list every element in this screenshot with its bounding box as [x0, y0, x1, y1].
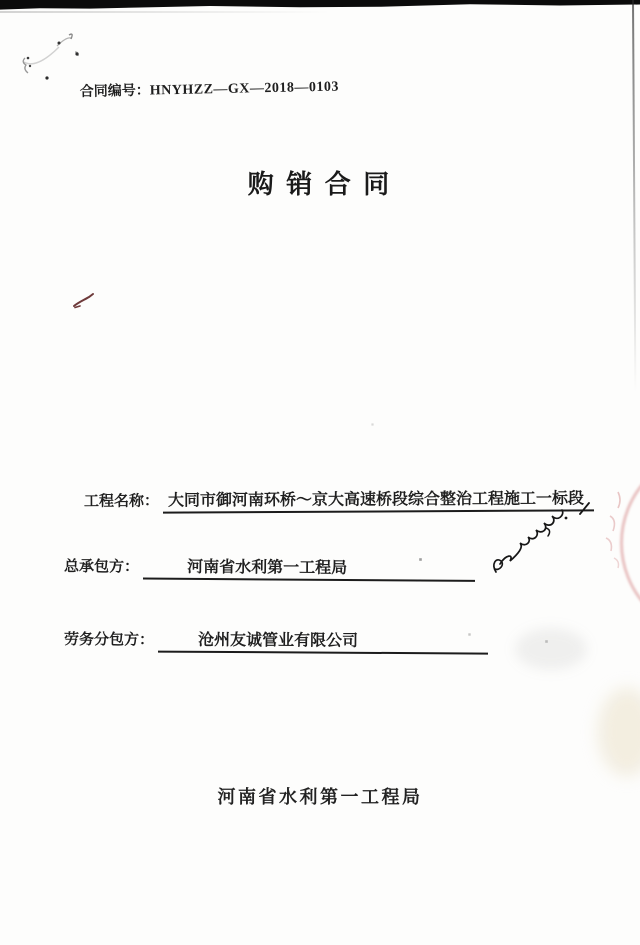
red-check-mark-icon: [72, 292, 96, 312]
labor-subcontractor-label: 劳务分包方：: [64, 631, 155, 649]
project-name-value: 大同市御河南环桥～京大高速桥段综合整治工程施工一标段: [163, 485, 594, 513]
seal-inner-text-marks: [596, 486, 640, 578]
scan-edge-top-shadow: [0, 11, 330, 13]
field-labor-subcontractor: [64, 626, 488, 655]
labor-subcontractor-value: 沧州友诚管业有限公司: [158, 627, 488, 655]
handwritten-signature-scribble-icon: [486, 498, 598, 582]
footer-organization: 河南省水利第一工程局: [217, 787, 423, 807]
scan-stain: [598, 688, 640, 776]
project-name-label: 工程名称：: [83, 492, 159, 511]
contract-number-line: [80, 76, 340, 101]
contract-number-value: HNYHZZ—GX—2018—0103: [149, 79, 340, 99]
general-contractor-label: 总承包方：: [64, 558, 140, 576]
dust-specks: [0, 0, 1, 1]
field-general-contractor: [64, 553, 475, 582]
contract-number-label: 合同编号：: [79, 81, 150, 100]
general-contractor-value: 河南省水利第一工程局: [143, 554, 475, 582]
scan-smudge: [515, 628, 587, 670]
pencil-scribble-icon: [12, 28, 94, 84]
document-title: 购 销 合 同: [247, 170, 393, 199]
